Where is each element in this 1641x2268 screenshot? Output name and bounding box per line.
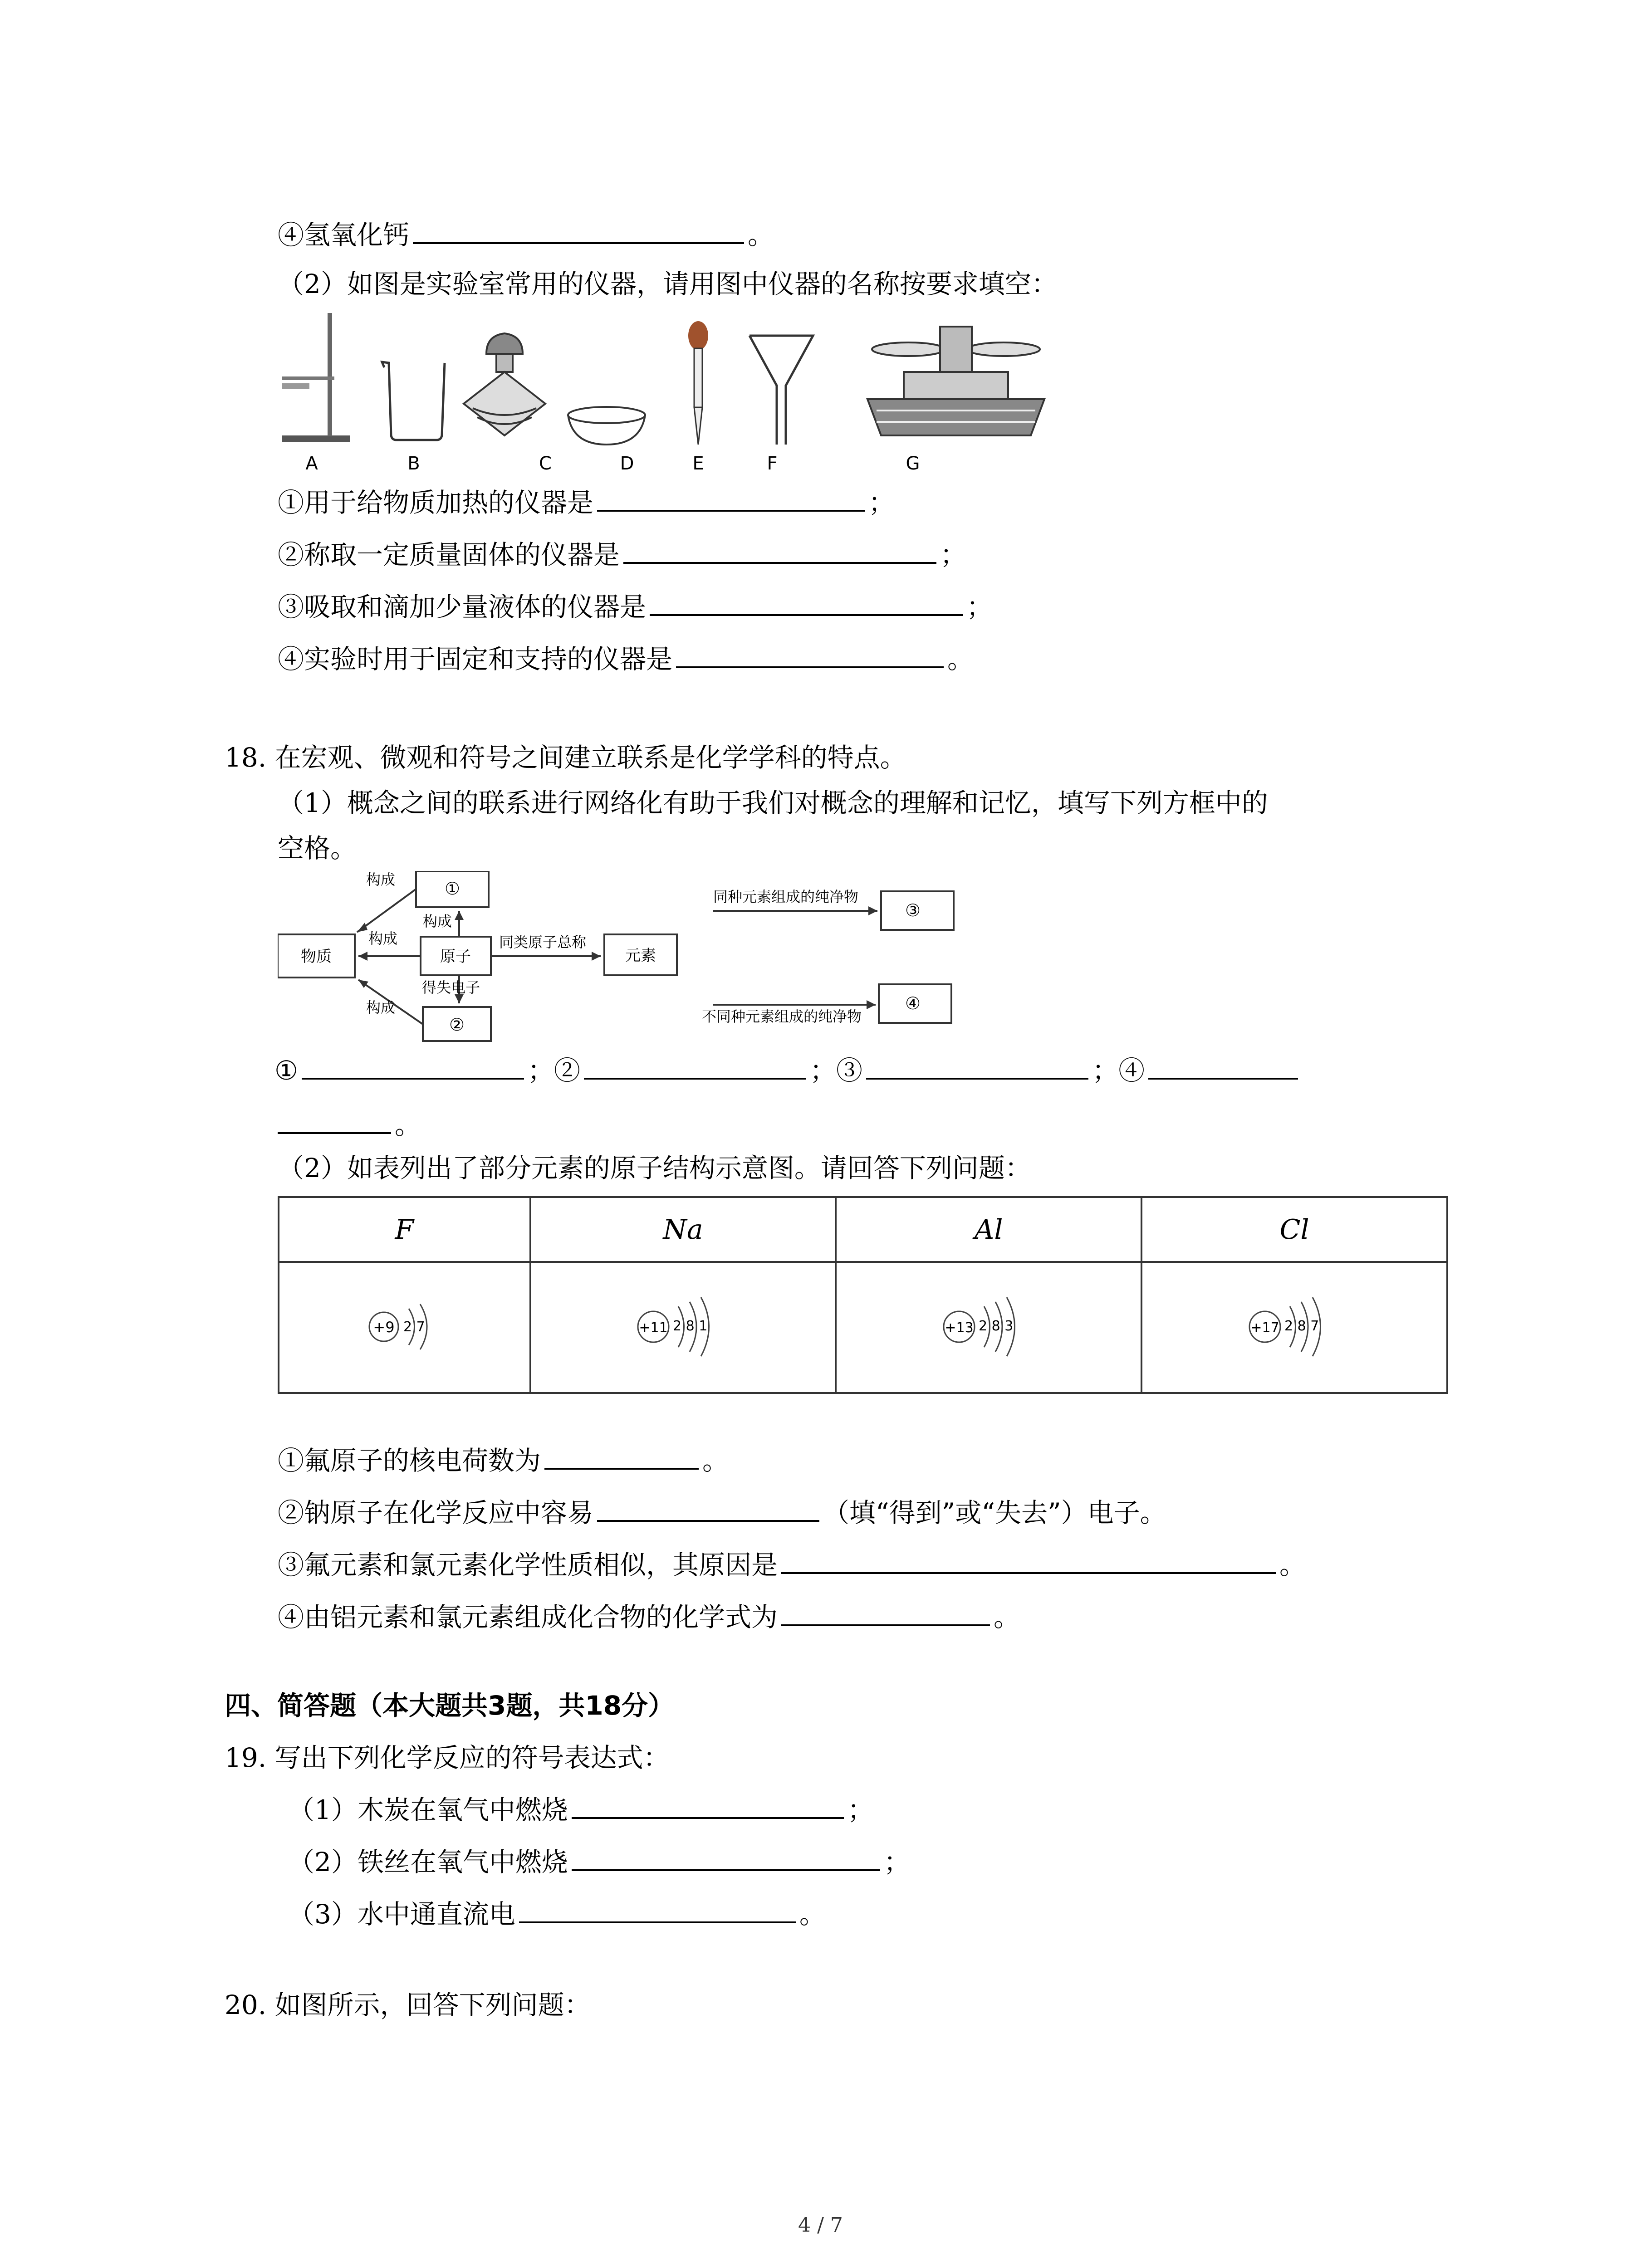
answer-blank[interactable] xyxy=(584,1052,806,1080)
answer-blank[interactable] xyxy=(544,1442,699,1470)
diagram-goucheng-mid: 构成 xyxy=(368,930,398,947)
q19-item-3: （3）水中通直流电 。 xyxy=(288,1896,826,1932)
answer-blank[interactable] xyxy=(302,1052,524,1080)
answer-blank[interactable] xyxy=(650,589,963,616)
diagram-box-2: ② xyxy=(449,1015,465,1035)
q18-fill-row: ① ；② ；③ ；④ xyxy=(274,1052,1302,1089)
q18-sub-3: ③氟元素和氯元素化学性质相似，其原因是 。 xyxy=(278,1547,1306,1583)
diagram-goucheng-atom: 构成 xyxy=(423,913,452,930)
answer-blank[interactable] xyxy=(278,1107,391,1134)
alcohol-lamp-icon xyxy=(464,333,545,435)
q20-stem: 20. 如图所示，回答下列问题： xyxy=(225,1989,591,2020)
section-4-title: 四、简答题（本大题共3题，共18分） xyxy=(225,1690,675,1721)
q17-line-4: ④实验时用于固定和支持的仪器是 。 xyxy=(278,641,974,677)
diagram-butongzhong: 不同种元素组成的纯净物 xyxy=(702,1008,862,1025)
balance-icon xyxy=(867,327,1044,435)
q19-stem: 19. 写出下列化学反应的符号表达式： xyxy=(225,1742,670,1773)
svg-text:+13: +13 xyxy=(945,1320,974,1336)
diagram-dedeshi: 得失电子 xyxy=(422,979,480,996)
svg-text:+17: +17 xyxy=(1250,1320,1279,1336)
funnel-icon xyxy=(749,336,813,445)
answer-blank[interactable] xyxy=(781,1599,990,1626)
concept-diagram xyxy=(278,871,985,1043)
answer-blank[interactable] xyxy=(519,1896,796,1923)
atom-diagram-na xyxy=(530,1262,836,1393)
q18-sub-2: ②钠原子在化学反应中容易 （填“得到”或“失去”）电子。 xyxy=(278,1495,1166,1531)
instrument-label-c: C xyxy=(539,453,552,474)
instrument-label-g: G xyxy=(906,453,920,474)
q18-stem: 18. 在宏观、微观和符号之间建立联系是化学学科的特点。 xyxy=(225,742,906,773)
q19-item-1: （1）木炭在氧气中燃烧 ； xyxy=(288,1792,874,1828)
q18-part1-a: （1）概念之间的联系进行网络化有助于我们对概念的理解和记忆，填写下列方框中的 xyxy=(278,787,1268,818)
svg-text:+9: +9 xyxy=(373,1318,395,1336)
svg-text:2 8 7: 2 8 7 xyxy=(1284,1318,1319,1334)
evaporating-dish-icon xyxy=(568,407,645,445)
table-header-na: Na xyxy=(530,1197,836,1262)
atom-structure-table xyxy=(278,1196,1448,1394)
answer-blank[interactable] xyxy=(597,484,865,512)
beaker-icon xyxy=(382,362,445,440)
answer-blank[interactable] xyxy=(597,1495,819,1522)
diagram-goucheng-bottom: 构成 xyxy=(366,999,396,1016)
instrument-label-f: F xyxy=(767,453,778,474)
q19-item-2: （2）铁丝在氧气中燃烧 ； xyxy=(288,1844,910,1880)
answer-blank[interactable] xyxy=(1148,1052,1298,1080)
q17-line-2: ②称取一定质量固体的仪器是 ； xyxy=(278,537,966,573)
answer-blank[interactable] xyxy=(781,1547,1276,1574)
atom-diagram-al xyxy=(836,1262,1141,1393)
diagram-tonglei: 同类原子总称 xyxy=(499,934,587,951)
instrument-label-d: D xyxy=(620,453,634,474)
table-header-al: Al xyxy=(836,1197,1141,1262)
instrument-label-b: B xyxy=(407,453,420,474)
diagram-tongzhong: 同种元素组成的纯净物 xyxy=(713,888,859,905)
page-number: 4 / 7 xyxy=(798,2214,843,2237)
q17-part2: （2）如图是实验室常用的仪器，请用图中仪器的名称按要求填空： xyxy=(278,269,1058,299)
q17-line-3: ③吸取和滴加少量液体的仪器是 ； xyxy=(278,589,993,625)
diagram-box-3: ③ xyxy=(905,900,921,920)
diagram-goucheng-top: 构成 xyxy=(366,871,396,888)
table-header-f: F xyxy=(279,1197,530,1262)
answer-blank[interactable] xyxy=(572,1844,880,1871)
answer-blank[interactable] xyxy=(572,1792,844,1819)
answer-blank[interactable] xyxy=(866,1052,1088,1080)
diagram-box-4: ④ xyxy=(905,993,921,1013)
answer-blank[interactable] xyxy=(413,217,744,244)
diagram-box-1: ① xyxy=(444,879,460,899)
iron-stand-icon xyxy=(282,313,350,442)
q17-line-1: ①用于给物质加热的仪器是 ； xyxy=(278,484,895,521)
atom-diagram-cl xyxy=(1141,1262,1447,1393)
q18-sub-4: ④由铝元素和氯元素组成化合物的化学式为 。 xyxy=(278,1599,1020,1635)
diagram-label-yuanzi: 原子 xyxy=(440,948,471,966)
table-header-cl: Cl xyxy=(1141,1197,1447,1262)
svg-text:2 7: 2 7 xyxy=(403,1319,425,1335)
diagram-label-wuzhi: 物质 xyxy=(301,948,332,966)
lab-instruments-figure xyxy=(278,308,1049,481)
svg-text:2 8 3: 2 8 3 xyxy=(979,1318,1014,1334)
q18-fill-row-2: 。 xyxy=(278,1107,421,1143)
answer-blank[interactable] xyxy=(676,641,944,668)
q18-part2: （2）如表列出了部分元素的原子结构示意图。请回答下列问题： xyxy=(278,1153,1031,1183)
instrument-label-e: E xyxy=(692,453,704,474)
q18-part1-b: 空格。 xyxy=(278,833,357,864)
svg-text:2 8 1: 2 8 1 xyxy=(673,1318,708,1334)
svg-text:+11: +11 xyxy=(639,1320,668,1336)
dropper-icon xyxy=(688,321,708,445)
q18-sub-1: ①氟原子的核电荷数为 。 xyxy=(278,1442,729,1479)
atom-diagram-f xyxy=(279,1262,530,1393)
diagram-label-yuansu: 元素 xyxy=(625,947,656,965)
answer-blank[interactable] xyxy=(623,537,936,564)
q17-item4: ④氢氧化钙 。 xyxy=(278,217,774,253)
instrument-label-a: A xyxy=(305,453,318,474)
